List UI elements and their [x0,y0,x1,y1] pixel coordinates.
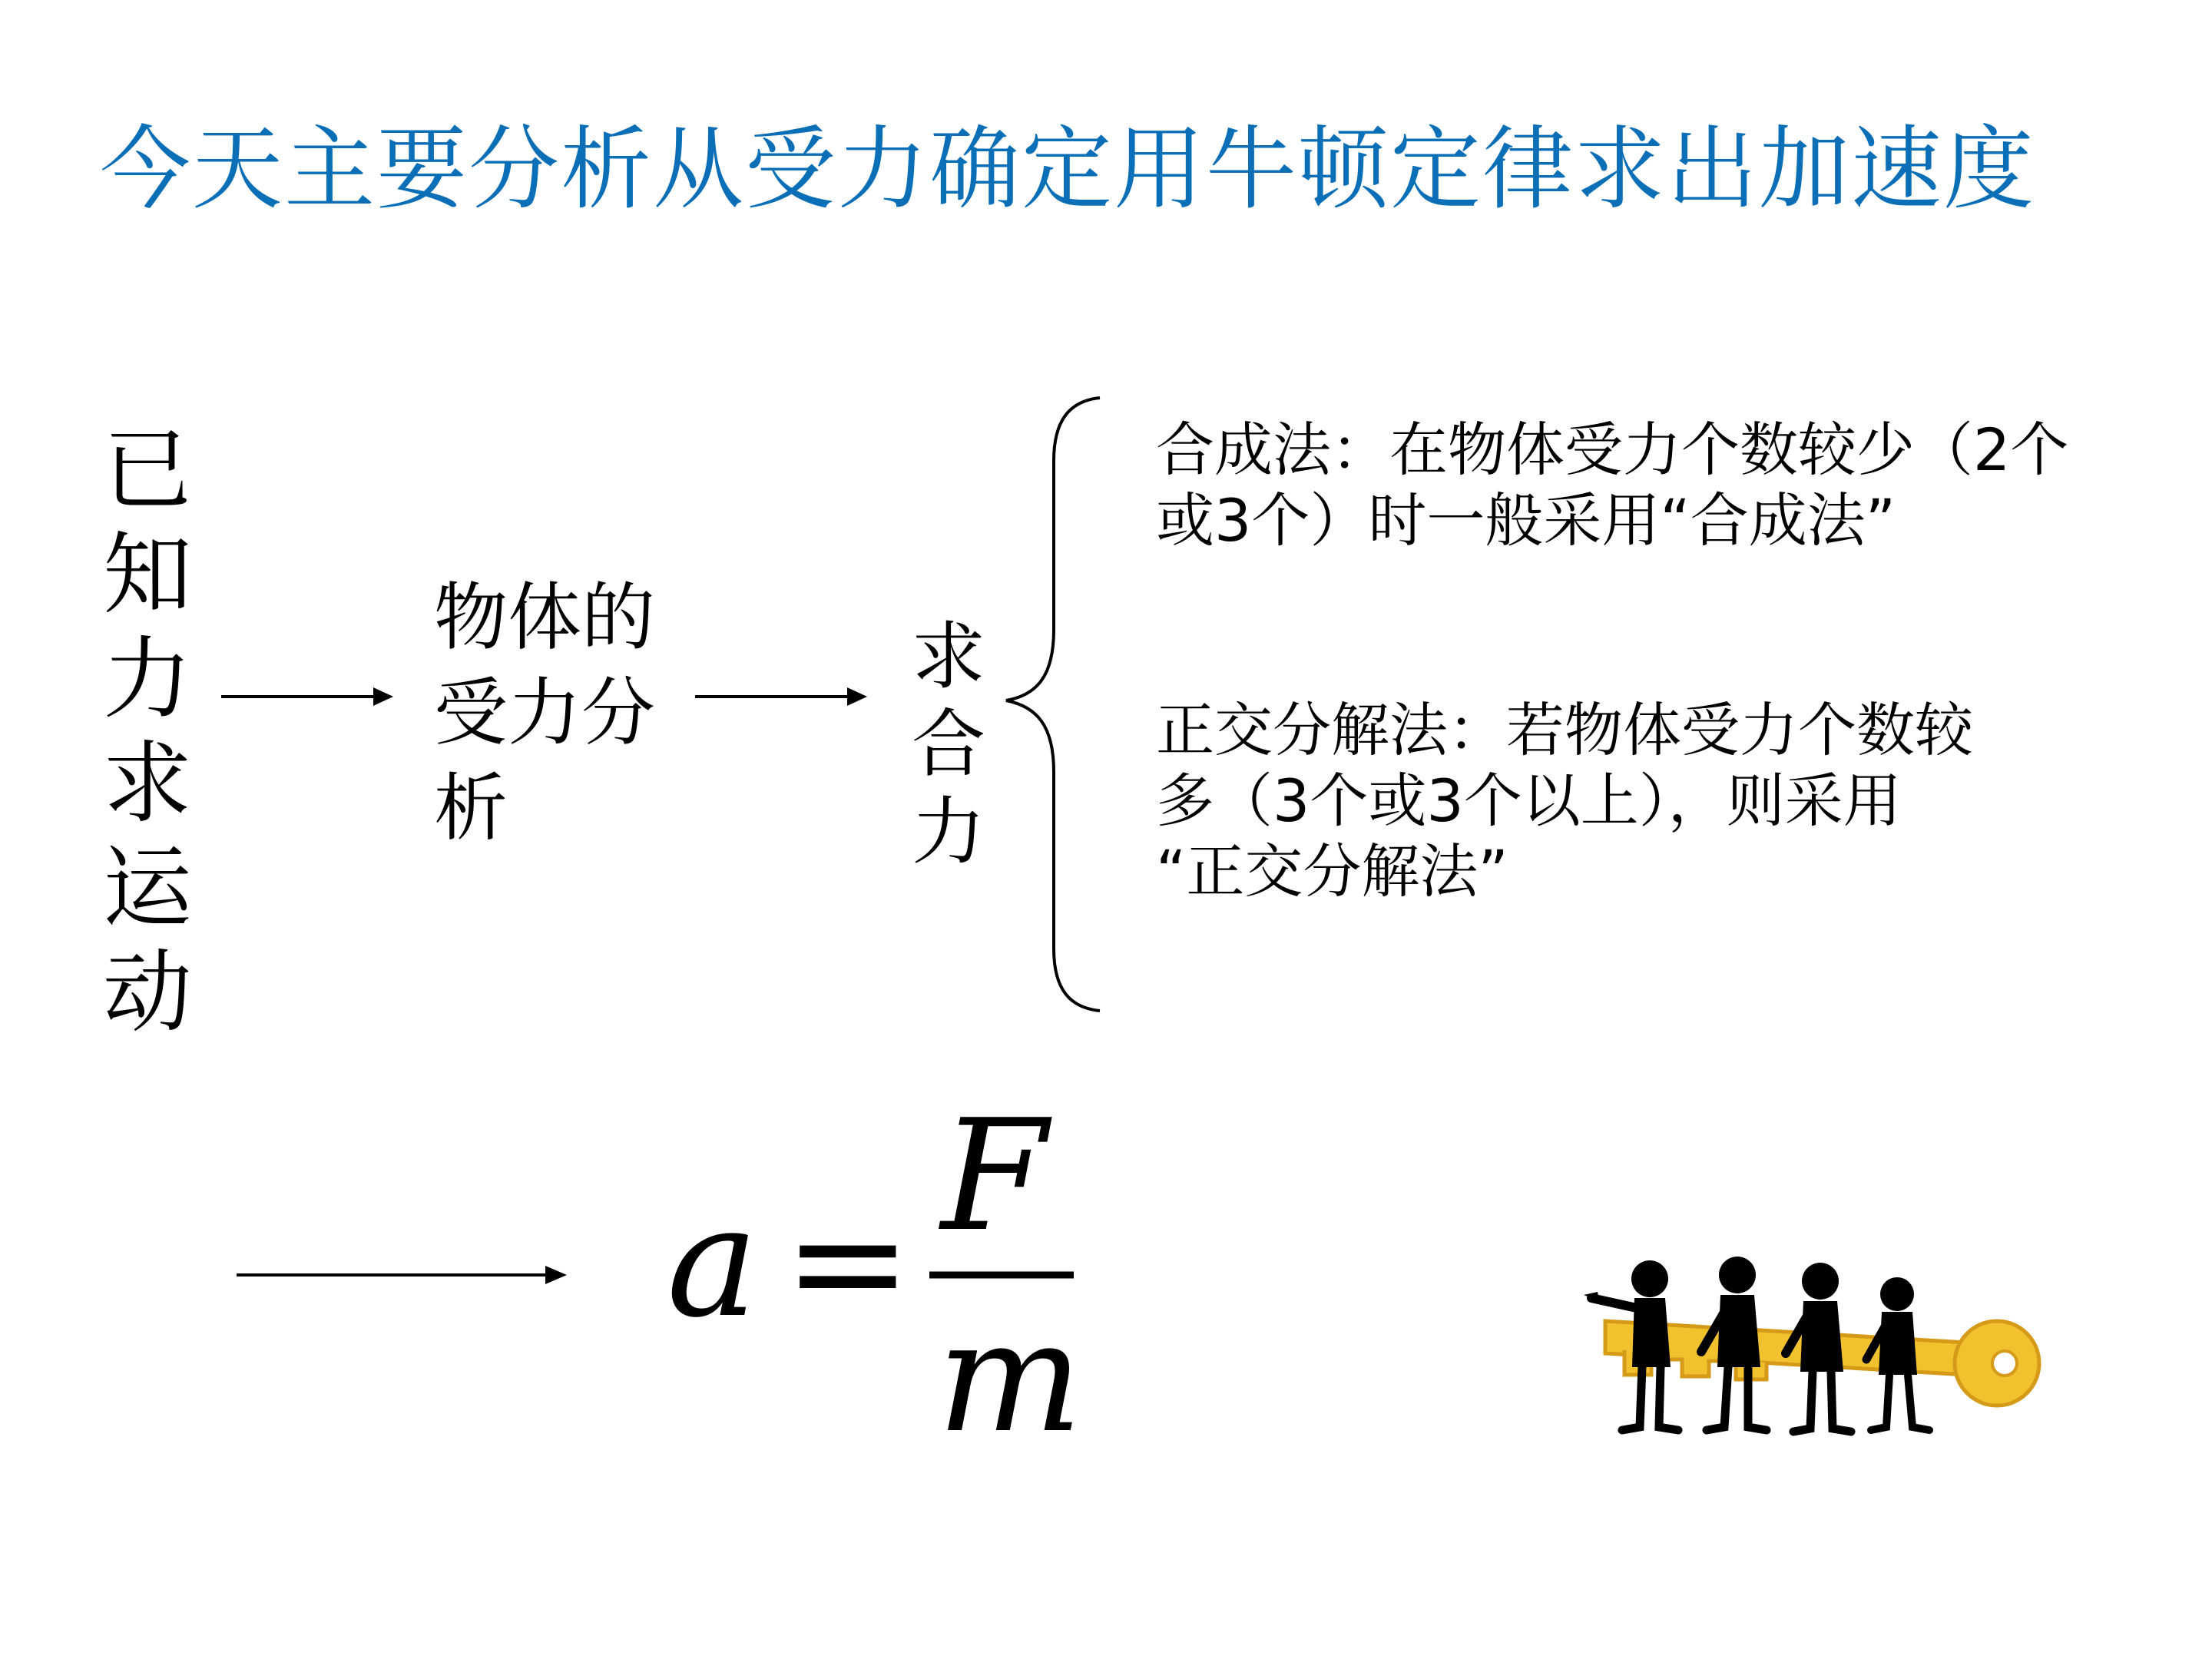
known-force-char: 已 [103,419,192,522]
formula-numerator: F [941,1087,1048,1266]
known-force-char: 求 [103,732,192,836]
formula-denominator: m [937,1288,1083,1467]
people-carrying-key-icon [1584,1257,2039,1432]
resultant-char: 求 [912,614,985,700]
curly-brace-icon [1006,398,1100,1011]
right-arrow-icon [221,687,393,706]
slide-title: 今天主要分析从受力确定用牛顿定律求出加速度 [100,116,2036,222]
known-force-char: 力 [103,628,192,731]
right-arrow-icon [695,687,867,706]
known-force-char: 知 [103,523,192,627]
known-force-char: 运 [103,836,192,940]
right-arrow-icon [237,1266,567,1284]
resultant-char: 力 [912,789,985,875]
force-analysis-label: 物体的 受力分 析 [434,575,655,851]
newton-formula [667,1087,1083,1467]
formula-lhs: a [667,1173,759,1352]
orthogonal-decomposition-text: 正交分解法：若物体受力个数较 多（3个或3个以上），则采用 “正交分解法” [1156,696,1973,906]
known-force-char: 动 [103,941,192,1045]
composition-method-text: 合成法：在物体受力个数较少（2个 或3个）时一般采用“合成法” [1156,416,2069,555]
formula-equals: = [783,1173,912,1352]
resultant-char: 合 [912,701,985,787]
